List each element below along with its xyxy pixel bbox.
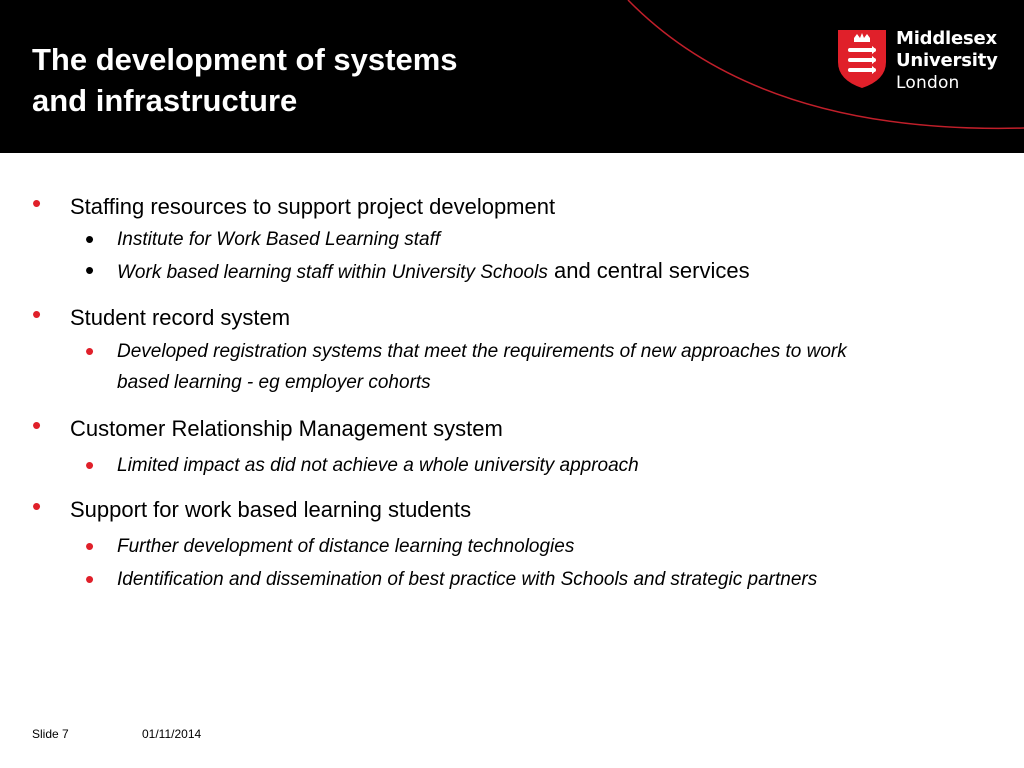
bullet-text: Student record system xyxy=(70,305,291,330)
slide-title xyxy=(32,39,458,121)
bullet-icon: • xyxy=(32,491,42,521)
logo-wordmark xyxy=(896,28,998,94)
slide-date: 01/11/2014 xyxy=(142,727,202,741)
logo-line3: London xyxy=(896,73,960,93)
bullet-text: Staffing resources to support project development xyxy=(70,194,556,219)
sub-bullet-icon: • xyxy=(85,336,95,366)
bullet-icon: • xyxy=(32,299,42,329)
bullet-icon: • xyxy=(32,188,42,218)
slide-title-line2: and infrastructure xyxy=(32,83,298,118)
sub-bullet-icon: • xyxy=(85,531,95,561)
sub-bullet-text: Limited impact as did not achieve a whole university approach xyxy=(117,455,639,476)
logo-line1: Middlesex xyxy=(896,28,997,49)
slide-header xyxy=(0,0,1024,153)
sub-bullet-text: Work based learning staff within University Schools xyxy=(117,262,548,283)
bullet-text: Support for work based learning students xyxy=(70,497,472,522)
sub-bullet-icon: • xyxy=(85,255,95,285)
sub-bullet-text: Institute for Work Based Learning staff xyxy=(117,229,441,250)
three-seaxes-crown-shield-icon xyxy=(836,28,888,90)
bullet-icon: • xyxy=(32,410,42,440)
slide-number: Slide 7 xyxy=(32,727,69,741)
sub-bullet-text-continued: based learning - eg employer cohorts xyxy=(117,372,431,393)
sub-bullet-text: Developed registration systems that meet the requirements of new approaches to work xyxy=(117,341,847,362)
sub-bullet-icon: • xyxy=(85,564,95,594)
logo-line2: University xyxy=(896,50,998,71)
sub-bullet-icon: • xyxy=(85,224,95,254)
sub-bullet-icon: • xyxy=(85,450,95,480)
slide-title-line1: The development of systems xyxy=(32,42,458,77)
bullet-text: Customer Relationship Management system xyxy=(70,416,503,441)
sub-bullet-text: Further development of distance learning technologies xyxy=(117,536,575,557)
sub-bullet-suffix: and central services xyxy=(547,258,750,283)
university-logo xyxy=(836,28,1006,94)
sub-bullet-item xyxy=(117,259,750,285)
sub-bullet-text: Identification and dissemination of best practice with Schools and strategic partners xyxy=(117,569,818,590)
